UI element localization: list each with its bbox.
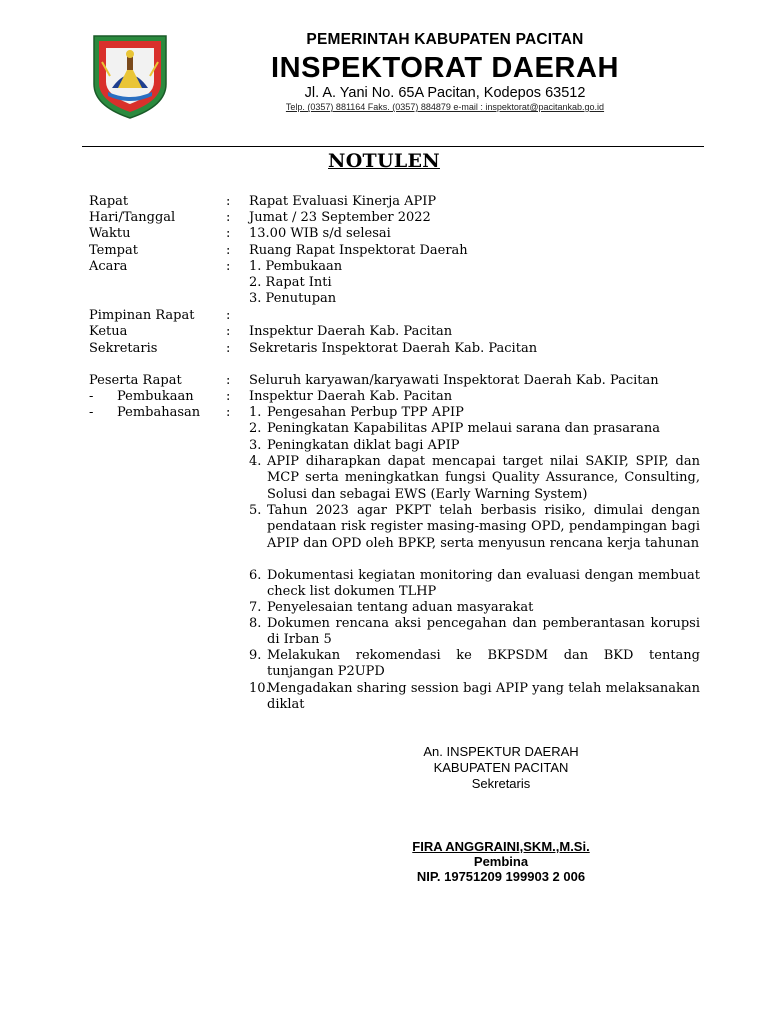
waktu-label: Waktu [89, 226, 131, 241]
dash-bullet: - [89, 389, 94, 404]
discussion-item [249, 438, 700, 454]
discussion-number: 5. [249, 503, 262, 518]
colon: : [226, 324, 231, 339]
colon: : [226, 405, 231, 420]
signature-title-line2: KABUPATEN PACITAN [433, 760, 569, 775]
waktu-value: 13.00 WIB s/d selesai [249, 226, 391, 241]
tanggal-value: Jumat / 23 September 2022 [249, 210, 431, 225]
discussion-number: 10. [249, 681, 270, 696]
sekretaris-label: Sekretaris [89, 341, 158, 356]
colon: : [226, 226, 231, 241]
colon: : [226, 389, 231, 404]
discussion-number: 9. [249, 648, 262, 663]
pembukaan-label: Pembukaan [117, 389, 194, 404]
signatory-rank: Pembina [473, 854, 529, 869]
discussion-number: 6. [249, 568, 262, 583]
discussion-number: 2. [249, 421, 262, 436]
colon: : [226, 194, 231, 209]
pembahasan-label: Pembahasan [117, 405, 201, 420]
peserta-label: Peserta Rapat [89, 373, 182, 388]
ketua-value: Inspektur Daerah Kab. Pacitan [249, 324, 453, 339]
discussion-text: Penyelesaian tentang aduan masyarakat [267, 600, 534, 615]
header-divider [82, 146, 704, 147]
tempat-label: Tempat [89, 243, 138, 258]
sekretaris-value: Sekretaris Inspektorat Daerah Kab. Pacitan [249, 341, 538, 356]
colon: : [226, 373, 231, 388]
acara-label: Acara [89, 259, 128, 274]
discussion-text: Dokumen rencana aksi pencegahan dan pemberantasan korupsi di Irban 5 [267, 616, 700, 648]
colon: : [226, 308, 231, 323]
header-contact: Telp. (0357) 881164 Faks. (0357) 884879 e-mail : inspektorat@pacitankab.go.id [285, 102, 605, 112]
rapat-label: Rapat [89, 194, 129, 209]
discussion-text: Peningkatan diklat bagi APIP [267, 438, 460, 453]
discussion-item [249, 616, 700, 649]
discussion-number: 3. [249, 438, 262, 453]
tempat-value: Ruang Rapat Inspektorat Daerah [249, 243, 468, 258]
colon: : [226, 210, 231, 225]
discussion-item [249, 568, 700, 601]
pembukaan-value: Inspektur Daerah Kab. Pacitan [249, 389, 453, 404]
pacitan-emblem-logo [88, 32, 172, 120]
discussion-text: APIP diharapkan dapat mencapai target nilai SAKIP, SPIP, dan MCP serta meningkatkan fungsi Quality Assurance, Consulting, Solusi dan sebagai EWS (Early Warning System) [267, 454, 700, 502]
tanggal-label: Hari/Tanggal [89, 210, 176, 225]
acara-item: 2. Rapat Inti [249, 275, 332, 290]
document-title: NOTULEN [328, 150, 440, 172]
discussion-item [249, 681, 700, 714]
colon: : [226, 243, 231, 258]
acara-item: 3. Penutupan [249, 291, 337, 306]
discussion-item [249, 503, 700, 552]
ketua-label: Ketua [89, 324, 128, 339]
header-government: PEMERINTAH KABUPATEN PACITAN [306, 31, 584, 48]
discussion-item [249, 600, 700, 616]
discussion-text: Pengesahan Perbup TPP APIP [267, 405, 464, 420]
pimpinan-label: Pimpinan Rapat [89, 308, 195, 323]
acara-item: 1. Pembukaan [249, 259, 343, 274]
signatory-name: FIRA ANGGRAINI,SKM.,M.Si. [412, 839, 590, 854]
discussion-number: 8. [249, 616, 262, 631]
header-organization: INSPEKTORAT DAERAH [270, 52, 620, 84]
discussion-number: 1. [249, 405, 262, 420]
signature-title-line3: Sekretaris [471, 776, 531, 791]
discussion-text: Tahun 2023 agar PKPT telah berbasis risiko, dimulai dengan pendataan risk register masing-masing OPD, pendampingan bagi APIP dan OPD oleh BPKP, serta menyusun rencana kerja tahunan [267, 503, 700, 551]
discussion-item [249, 421, 700, 437]
signature-title-line1: An. INSPEKTUR DAERAH [423, 744, 579, 759]
colon: : [226, 341, 231, 356]
discussion-text: Mengadakan sharing session bagi APIP yang telah melaksanakan diklat [267, 681, 700, 713]
peserta-value: Seluruh karyawan/karyawati Inspektorat Daerah Kab. Pacitan [249, 373, 659, 388]
discussion-item [249, 648, 700, 681]
discussion-number: 7. [249, 600, 262, 615]
colon: : [226, 259, 231, 274]
signatory-nip: NIP. 19751209 199903 2 006 [416, 869, 586, 884]
discussion-text: Dokumentasi kegiatan monitoring dan evaluasi dengan membuat check list dokumen TLHP [267, 568, 700, 600]
discussion-text: Melakukan rekomendasi ke BKPSDM dan BKD tentang tunjangan P2UPD [267, 648, 700, 680]
header-address: Jl. A. Yani No. 65A Pacitan, Kodepos 63512 [304, 85, 586, 101]
rapat-value: Rapat Evaluasi Kinerja APIP [249, 194, 437, 209]
discussion-number: 4. [249, 454, 262, 469]
discussion-item [249, 454, 700, 503]
dash-bullet: - [89, 405, 94, 420]
discussion-item [249, 405, 700, 421]
discussion-text: Peningkatan Kapabilitas APIP melaui sarana dan prasarana [267, 421, 661, 436]
